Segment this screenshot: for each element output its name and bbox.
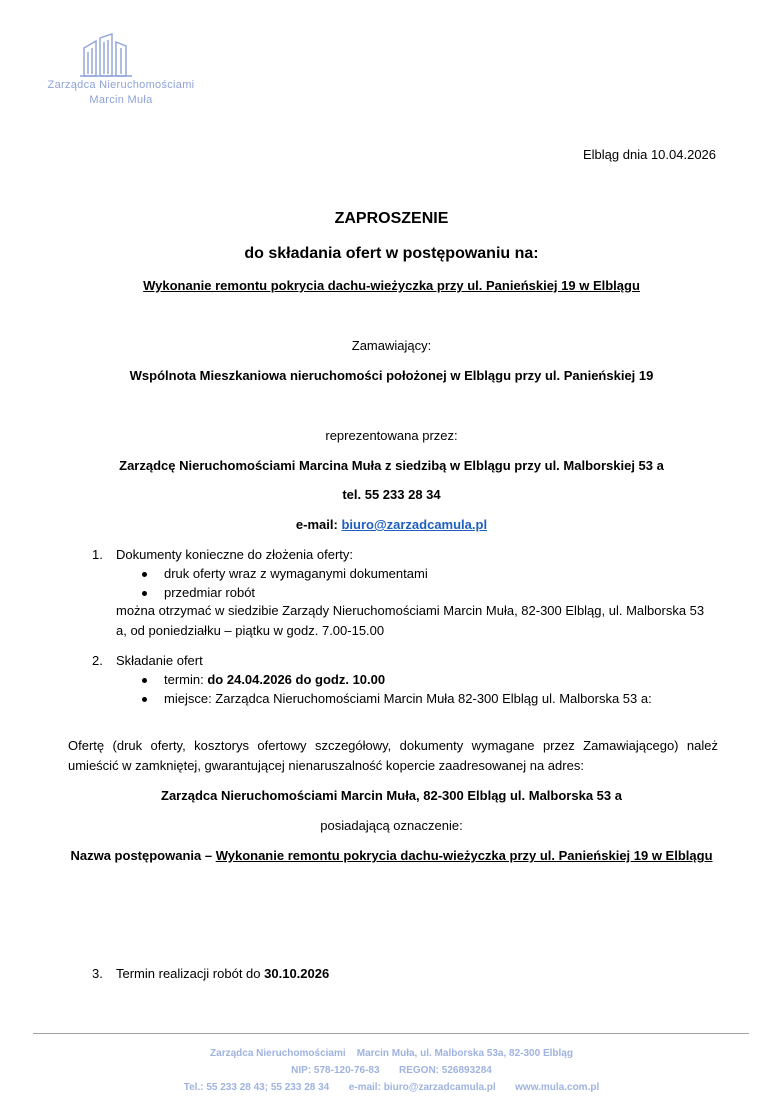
company-logo-icon: [78, 32, 136, 78]
footer-phones: Tel.: 55 233 28 43; 55 233 28 34: [183, 1082, 330, 1093]
section1-number: 1.: [92, 547, 103, 562]
section1-heading: Dokumenty konieczne do złożenia oferty:: [116, 547, 354, 562]
date-line: Elbląg dnia 10.04.2026: [583, 147, 717, 162]
representative-name: Zarządcę Nieruchomościami Marcina Muła z siedzibą w Elblągu przy ul. Malborskiej 53 a: [119, 458, 664, 473]
footer-website: www.mula.com.pl: [515, 1082, 600, 1093]
page-subtitle: do składania ofert w postępowaniu na:: [244, 245, 539, 262]
page-title: ZAPROSZENIE: [334, 210, 449, 227]
phone-number: tel. 55 233 28 34: [342, 487, 441, 502]
footer-email: e-mail: biuro@zarzadcamula.pl: [348, 1082, 496, 1093]
tender-subject: Wykonanie remontu pokrycia dachu-wieżyczka przy ul. Panieńskiej 19 w Elblągu: [143, 278, 640, 293]
marking-label: posiadającą oznaczenie:: [320, 818, 463, 833]
term-label: termin:: [164, 672, 204, 687]
bullet-icon: [142, 678, 147, 683]
footer-regon: REGON: 526893284: [399, 1065, 492, 1076]
footer-nip: NIP: 578-120-76-83: [291, 1065, 380, 1076]
offer-paragraph-line1: Ofertę (druk oferty, kosztorys ofertowy szczegółowy, dokumenty wymagane przez Zamawiającego) należ: [68, 738, 718, 753]
footer-line2: [0, 1065, 783, 1077]
section1-bullet-2: przedmiar robót: [164, 585, 256, 600]
footer-line3: [0, 1082, 783, 1094]
section3-date: 30.10.2026: [264, 966, 330, 981]
orderer-name: Wspólnota Mieszkaniowa nieruchomości położonej w Elblągu przy ul. Panieńskiej 19: [129, 368, 654, 383]
email-line: [0, 517, 783, 533]
footer-line1: [0, 1048, 783, 1060]
bullet-icon: [142, 591, 147, 596]
section2-heading: Składanie ofert: [116, 653, 203, 668]
section1-bullet-1: druk oferty wraz z wymaganymi dokumentami: [164, 566, 428, 581]
proceeding-name-line: [0, 848, 783, 864]
term-value: do 24.04.2026 do godz. 10.00: [207, 672, 386, 687]
footer-divider: [33, 1033, 749, 1034]
bullet-icon: [142, 697, 147, 702]
section3-number: 3.: [92, 966, 103, 981]
representative-label: reprezentowana przez:: [325, 428, 458, 443]
proceeding-name: Wykonanie remontu pokrycia dachu-wieżyczka przy ul. Panieńskiej 19 w Elblągu: [215, 848, 713, 863]
section2-number: 2.: [92, 653, 103, 668]
email-link[interactable]: biuro@zarzadcamula.pl: [341, 517, 488, 532]
section3-text: Termin realizacji robót do: [116, 966, 261, 981]
delivery-address: Zarządca Nieruchomościami Marcin Muła, 82-300 Elbląg ul. Malborska 53 a: [161, 788, 622, 803]
section2-place: miejsce: Zarządca Nieruchomościami Marcin Muła 82-300 Elbląg ul. Malborska 53 a:: [164, 691, 652, 706]
footer-address: Marcin Muła, ul. Malborska 53a, 82-300 Elbląg: [356, 1048, 573, 1059]
proceeding-prefix: Nazwa postępowania –: [70, 848, 213, 863]
logo-owner-name: Marcin Muła: [89, 94, 153, 106]
section1-note-line2: a, od poniedziałku – piątku w godz. 7.00-15.00: [116, 623, 385, 638]
orderer-label: Zamawiający:: [351, 338, 432, 353]
bullet-icon: [142, 572, 147, 577]
footer-company: Zarządca Nieruchomościami: [210, 1048, 346, 1059]
logo-company-name: Zarządca Nieruchomościami: [47, 79, 195, 91]
section3-line: [116, 966, 329, 982]
section2-term: [164, 672, 385, 688]
offer-paragraph-line2: umieścić w zamkniętej, gwarantującej nienaruszalność kopercie zaadresowanej na adres:: [68, 758, 584, 773]
email-label: e-mail:: [295, 517, 338, 532]
section1-note-line1: można otrzymać w siedzibie Zarządy Nieruchomościami Marcin Muła, 82-300 Elbląg, ul. Malborska 53: [116, 603, 705, 618]
